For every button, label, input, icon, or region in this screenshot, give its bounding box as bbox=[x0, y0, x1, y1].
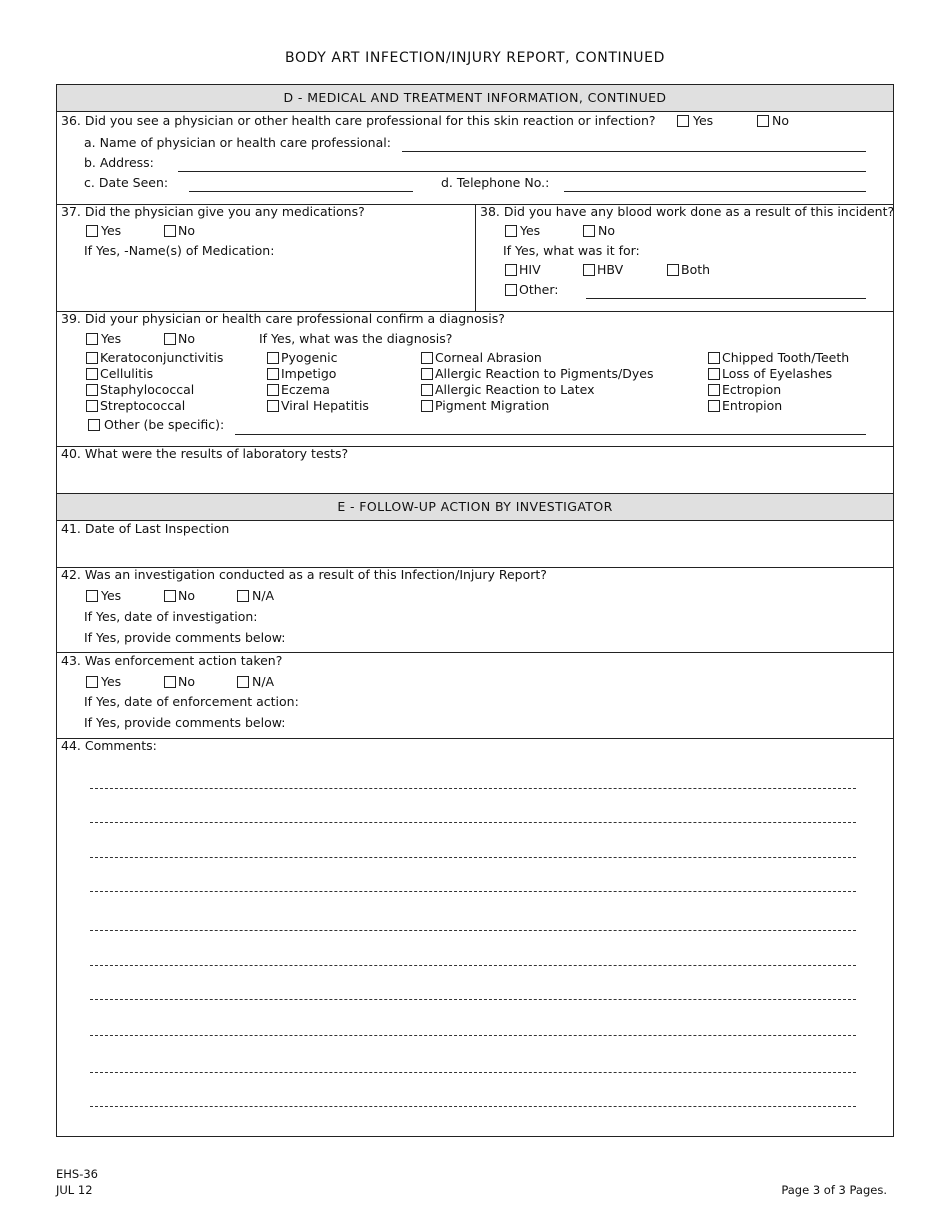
q36d-field[interactable] bbox=[564, 191, 866, 192]
q43-na-label: N/A bbox=[252, 674, 275, 689]
diag-label: Corneal Abrasion bbox=[435, 350, 542, 365]
q37-followup: If Yes, -Name(s) of Medication: bbox=[84, 243, 275, 258]
diag-checkbox[interactable] bbox=[708, 384, 720, 396]
q38-other-checkbox[interactable] bbox=[505, 284, 517, 296]
diag-label: Staphylococcal bbox=[100, 382, 195, 397]
comment-line[interactable] bbox=[90, 788, 856, 789]
q43-question: 43. Was enforcement action taken? bbox=[61, 653, 283, 668]
q38-hbv-label: HBV bbox=[597, 262, 624, 277]
diag-label: Loss of Eyelashes bbox=[722, 366, 833, 381]
q39-yes-label: Yes bbox=[101, 331, 122, 346]
section-d-header: D - MEDICAL AND TREATMENT INFORMATION, CONTINUED bbox=[57, 85, 893, 111]
q37-yes-label: Yes bbox=[101, 223, 122, 238]
q43-yes-label: Yes bbox=[101, 674, 122, 689]
comment-line[interactable] bbox=[90, 822, 856, 823]
q39-other-label: Other (be specific): bbox=[104, 417, 225, 432]
diag-checkbox[interactable] bbox=[421, 352, 433, 364]
q38-no-checkbox[interactable] bbox=[583, 225, 595, 237]
q36c-label: c. Date Seen: bbox=[84, 175, 169, 190]
q39-question: 39. Did your physician or health care professional confirm a diagnosis? bbox=[61, 311, 505, 326]
comment-line[interactable] bbox=[90, 999, 856, 1000]
diag-label: Impetigo bbox=[281, 366, 337, 381]
diag-checkbox[interactable] bbox=[708, 352, 720, 364]
q44-question: 44. Comments: bbox=[61, 738, 157, 753]
q36-question: 36. Did you see a physician or other health care professional for this skin reaction or infection? bbox=[61, 113, 656, 128]
q38-other-label: Other: bbox=[519, 282, 559, 297]
section-e-header: E - FOLLOW-UP ACTION BY INVESTIGATOR bbox=[57, 494, 893, 520]
q36c-field[interactable] bbox=[189, 191, 413, 192]
diag-label: Pyogenic bbox=[281, 350, 338, 365]
diag-label: Keratoconjunctivitis bbox=[100, 350, 224, 365]
diag-checkbox[interactable] bbox=[267, 400, 279, 412]
form-date: JUL 12 bbox=[56, 1183, 93, 1197]
q42-date-label: If Yes, date of investigation: bbox=[84, 609, 258, 624]
diag-label: Streptococcal bbox=[100, 398, 186, 413]
q36-no-label: No bbox=[772, 113, 789, 128]
diag-checkbox[interactable] bbox=[421, 368, 433, 380]
q42-yes-checkbox[interactable] bbox=[86, 590, 98, 602]
comment-line[interactable] bbox=[90, 930, 856, 931]
q39-other-checkbox[interactable] bbox=[88, 419, 100, 431]
diag-checkbox[interactable] bbox=[267, 384, 279, 396]
q39-yes-checkbox[interactable] bbox=[86, 333, 98, 345]
diag-label: Viral Hepatitis bbox=[281, 398, 369, 413]
q36a-field[interactable] bbox=[402, 151, 866, 152]
comment-line[interactable] bbox=[90, 857, 856, 858]
q43-no-checkbox[interactable] bbox=[164, 676, 176, 688]
page-title: BODY ART INFECTION/INJURY REPORT, CONTINUED bbox=[285, 50, 665, 66]
q38-other-field[interactable] bbox=[586, 298, 866, 299]
q41-question: 41. Date of Last Inspection bbox=[61, 521, 230, 536]
q42-na-label: N/A bbox=[252, 588, 275, 603]
q36a-label: a. Name of physician or health care professional: bbox=[84, 135, 391, 150]
q42-no-checkbox[interactable] bbox=[164, 590, 176, 602]
q38-both-checkbox[interactable] bbox=[667, 264, 679, 276]
comment-line[interactable] bbox=[90, 1072, 856, 1073]
q37-no-checkbox[interactable] bbox=[164, 225, 176, 237]
q42-na-checkbox[interactable] bbox=[237, 590, 249, 602]
q43-comments-label: If Yes, provide comments below: bbox=[84, 715, 286, 730]
diag-checkbox[interactable] bbox=[708, 400, 720, 412]
q36-yes-label: Yes bbox=[693, 113, 714, 128]
q40-question: 40. What were the results of laboratory tests? bbox=[61, 446, 349, 461]
diag-label: Ectropion bbox=[722, 382, 782, 397]
diag-checkbox[interactable] bbox=[86, 384, 98, 396]
form-id: EHS-36 bbox=[56, 1167, 98, 1181]
diag-label: Allergic Reaction to Latex bbox=[435, 382, 595, 397]
q36-yes-checkbox[interactable] bbox=[677, 115, 689, 127]
q38-hiv-checkbox[interactable] bbox=[505, 264, 517, 276]
diag-label: Cellulitis bbox=[100, 366, 154, 381]
q43-yes-checkbox[interactable] bbox=[86, 676, 98, 688]
q38-followup: If Yes, what was it for: bbox=[503, 243, 640, 258]
q37-question: 37. Did the physician give you any medications? bbox=[61, 204, 365, 219]
q38-yes-checkbox[interactable] bbox=[505, 225, 517, 237]
q37-no-label: No bbox=[178, 223, 195, 238]
q38-hbv-checkbox[interactable] bbox=[583, 264, 595, 276]
q36b-field[interactable] bbox=[178, 171, 866, 172]
q38-question: 38. Did you have any blood work done as a result of this incident? bbox=[480, 204, 895, 219]
comment-line[interactable] bbox=[90, 1035, 856, 1036]
q37-yes-checkbox[interactable] bbox=[86, 225, 98, 237]
q38-yes-label: Yes bbox=[520, 223, 541, 238]
diag-checkbox[interactable] bbox=[267, 368, 279, 380]
q38-no-label: No bbox=[598, 223, 615, 238]
report-form bbox=[56, 84, 894, 1137]
q42-question: 42. Was an investigation conducted as a result of this Infection/Injury Report? bbox=[61, 567, 547, 582]
diag-label: Entropion bbox=[722, 398, 783, 413]
comment-line[interactable] bbox=[90, 965, 856, 966]
q38-hiv-label: HIV bbox=[519, 262, 541, 277]
q36d-label: d. Telephone No.: bbox=[441, 175, 550, 190]
q39-followup: If Yes, what was the diagnosis? bbox=[259, 331, 453, 346]
q43-date-label: If Yes, date of enforcement action: bbox=[84, 694, 299, 709]
diag-label: Eczema bbox=[281, 382, 330, 397]
q43-no-label: No bbox=[178, 674, 195, 689]
q39-no-label: No bbox=[178, 331, 195, 346]
comment-line[interactable] bbox=[90, 1106, 856, 1107]
page-number: Page 3 of 3 Pages. bbox=[781, 1183, 887, 1197]
q36b-label: b. Address: bbox=[84, 155, 154, 170]
diag-label: Pigment Migration bbox=[435, 398, 550, 413]
q38-both-label: Both bbox=[681, 262, 711, 277]
q39-other-field[interactable] bbox=[235, 434, 866, 435]
q39-no-checkbox[interactable] bbox=[164, 333, 176, 345]
q42-no-label: No bbox=[178, 588, 195, 603]
comment-line[interactable] bbox=[90, 891, 856, 892]
diag-label: Allergic Reaction to Pigments/Dyes bbox=[435, 366, 654, 381]
diag-checkbox[interactable] bbox=[708, 368, 720, 380]
diag-checkbox[interactable] bbox=[86, 368, 98, 380]
diag-checkbox[interactable] bbox=[86, 352, 98, 364]
q42-comments-label: If Yes, provide comments below: bbox=[84, 630, 286, 645]
q43-na-checkbox[interactable] bbox=[237, 676, 249, 688]
diag-label: Chipped Tooth/Teeth bbox=[722, 350, 850, 365]
diag-checkbox[interactable] bbox=[421, 384, 433, 396]
diag-checkbox[interactable] bbox=[267, 352, 279, 364]
q36-no-checkbox[interactable] bbox=[757, 115, 769, 127]
diag-checkbox[interactable] bbox=[421, 400, 433, 412]
q42-yes-label: Yes bbox=[101, 588, 122, 603]
diag-checkbox[interactable] bbox=[86, 400, 98, 412]
